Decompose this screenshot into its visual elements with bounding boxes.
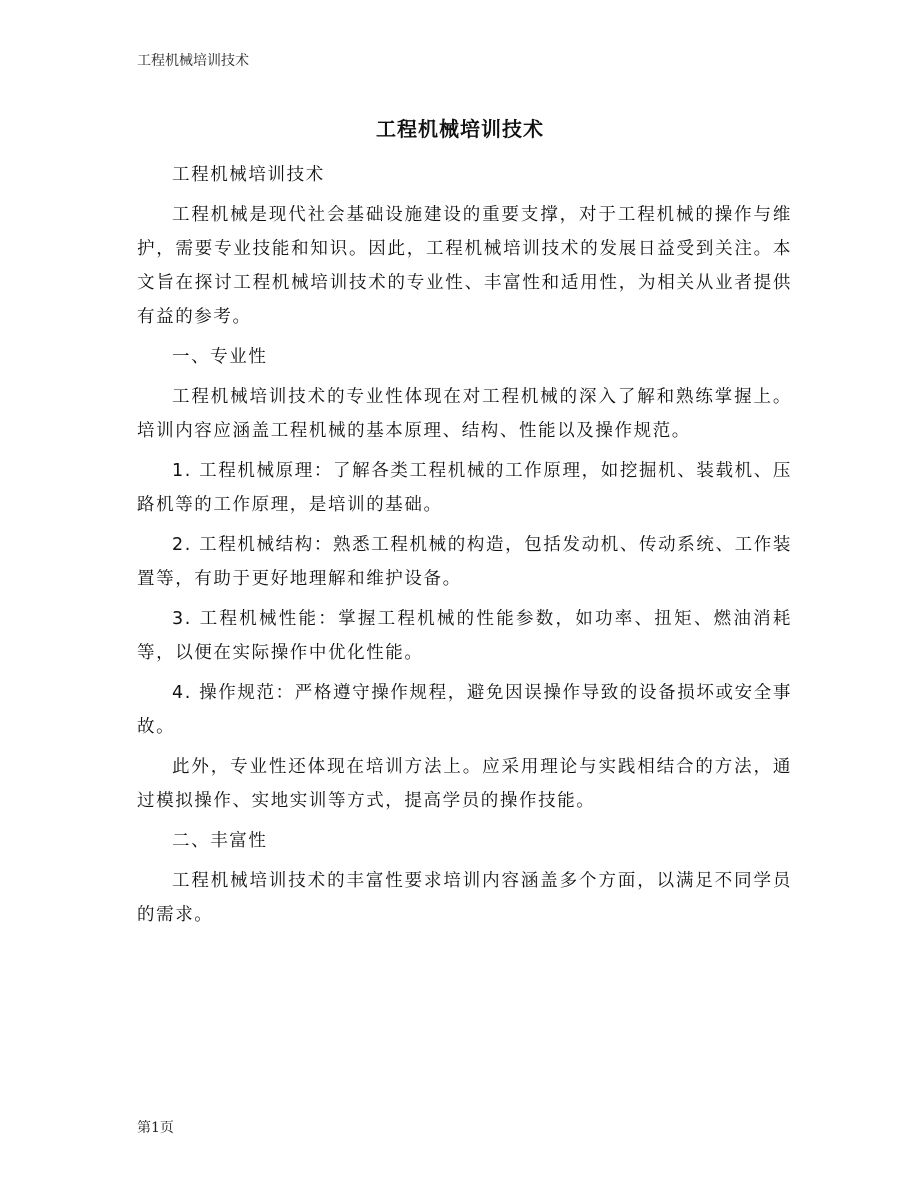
- page-number: 第1页: [137, 1120, 174, 1136]
- document-body: [137, 158, 792, 938]
- section-heading-richness: 二、丰富性: [172, 831, 268, 851]
- list-item-operation: 4. 操作规范：严格遵守操作规程，避免因误操作导致的设备损坏或安全事故。: [137, 683, 792, 737]
- section-heading-professionalism: 一、专业性: [172, 347, 268, 367]
- list-item-structure: 2. 工程机械结构：熟悉工程机械的构造，包括发动机、传动系统、工作装置等，有助于更好地理解和维护设备。: [137, 535, 792, 589]
- document-title: 工程机械培训技术: [376, 117, 544, 141]
- paragraph: 工程机械培训技术的专业性体现在对工程机械的深入了解和熟练掌握上。培训内容应涵盖工程机械的基本原理、结构、性能以及操作规范。: [137, 387, 792, 441]
- running-header: 工程机械培训技术: [137, 53, 249, 69]
- intro-paragraph: 工程机械是现代社会基础设施建设的重要支撑，对于工程机械的操作与维护，需要专业技能和知识。因此，工程机械培训技术的发展日益受到关注。本文旨在探讨工程机械培训技术的专业性、丰富性和适用性，为相关从业者提供有益的参考。: [137, 205, 792, 327]
- paragraph: 此外，专业性还体现在培训方法上。应采用理论与实践相结合的方法，通过模拟操作、实地实训等方式，提高学员的操作技能。: [137, 757, 792, 811]
- subtitle-paragraph: 工程机械培训技术: [172, 165, 325, 185]
- list-item-principle: 1. 工程机械原理：了解各类工程机械的工作原理，如挖掘机、装载机、压路机等的工作原理，是培训的基础。: [137, 461, 792, 515]
- paragraph: 工程机械培训技术的丰富性要求培训内容涵盖多个方面，以满足不同学员的需求。: [137, 871, 792, 925]
- list-item-performance: 3. 工程机械性能：掌握工程机械的性能参数，如功率、扭矩、燃油消耗等，以便在实际操作中优化性能。: [137, 609, 792, 663]
